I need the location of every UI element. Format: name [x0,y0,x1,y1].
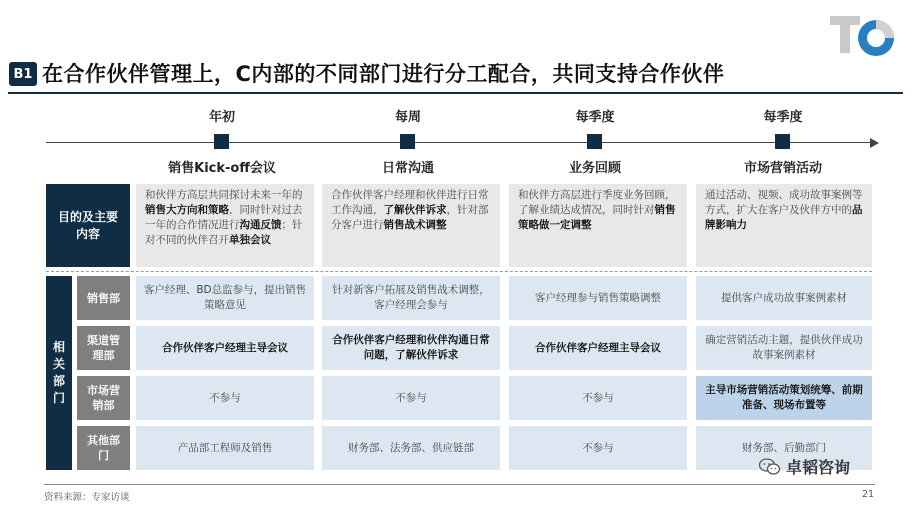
timeline-node [775,134,790,149]
table-cell [322,426,500,470]
timeline-period: 每季度 [575,110,615,125]
source-note: 资料来源：专家访谈 [44,492,130,503]
cell-text: 提供客户成功故事案例素材 [721,291,847,304]
dept-label-other [77,426,130,470]
cell-text: 确定营销活动主题，提供伙伴成功故事案例素材 [705,334,863,361]
table-cell [696,376,872,420]
timeline-period: 年初 [208,110,235,125]
purpose-highlight: 单独会议 [229,234,271,246]
table-cell [322,276,500,320]
section-separator [46,271,872,272]
cell-text: 主导市场营销活动策划统筹、前期准备、现场布置等 [705,384,863,411]
timeline-axis [46,142,872,143]
purpose-cell [136,184,314,267]
cell-text: 不参与 [582,441,614,454]
purpose-text: 合作伙伴客户经理和伙伴进行日常工作沟通， [331,189,489,216]
wechat-icon [759,458,781,476]
timeline-period: 每季度 [763,110,803,125]
purpose-header-label: 目的及主要内容 [58,209,119,241]
table-cell [136,376,314,420]
timeline-arrow-icon [870,138,879,148]
title-divider [8,92,903,94]
cell-text: 不参与 [582,391,614,404]
dept-label-channel [77,326,130,370]
footer-divider [44,484,875,485]
cell-text: 合作伙伴客户经理主导会议 [535,341,661,354]
cell-text: 产品部工程师及销售 [177,441,273,454]
cell-text: 合作伙伴客户经理和伙伴沟通日常问题，了解伙伴诉求 [332,334,490,361]
section-badge: B1 [9,62,37,86]
purpose-highlight: 了解伙伴诉求 [383,204,447,216]
purpose-header [46,184,130,267]
dept-label-sales [77,276,130,320]
table-cell [509,276,687,320]
timeline-event: 销售Kick-off会议 [168,161,276,176]
table-cell [322,326,500,370]
cell-text: 不参与 [209,391,241,404]
purpose-text: 通过活动、视频、成功故事案例等方式，扩大在客户及伙伴方中的 [705,189,863,216]
timeline-node [587,134,602,149]
table-cell [696,326,872,370]
table-cell [136,426,314,470]
timeline-event: 业务回顾 [568,161,621,176]
table-cell [136,326,314,370]
watermark-text: 卓韬咨询 [786,458,851,477]
cell-text: 客户经理、BD总监参与，提出销售策略意见 [143,284,307,311]
purpose-cell [322,184,500,267]
cell-text: 财务部、法务部、供应链部 [348,441,474,454]
related-header-label: 相关部门 [52,340,65,405]
purpose-highlight: 沟通反馈 [239,219,282,231]
watermark [759,455,850,478]
cell-text: 客户经理参与销售策略调整 [535,291,661,304]
table-cell [509,426,687,470]
timeline-node [400,134,415,149]
table-cell [509,376,687,420]
dept-label-marketing [77,376,130,420]
purpose-text: ；针对不同的伙伴召开 [145,219,303,246]
company-logo-icon [826,12,898,60]
purpose-highlight: 销售策略做一定调整 [518,204,676,231]
dept-label-text: 其他部门 [87,434,120,462]
related-departments-header [46,276,72,470]
page-number: 21 [862,489,875,500]
dept-label-text: 渠道管理部 [87,334,120,362]
timeline-node [214,134,229,149]
cell-text: 针对新客户拓展及销售战术调整，客户经理会参与 [332,284,490,311]
purpose-highlight: 销售大方向和策略 [145,204,229,216]
page-title: 在合作伙伴管理上，C内部的不同部门进行分工配合，共同支持合作伙伴 [42,62,725,86]
timeline-event: 市场营销活动 [743,161,822,176]
cell-text: 不参与 [395,391,427,404]
table-cell [322,376,500,420]
purpose-highlight: 品牌影响力 [705,204,863,231]
timeline-event: 日常沟通 [381,161,434,176]
purpose-cell [696,184,872,267]
purpose-text: 和伙伴方高层共同探讨未来一年的 [145,189,303,201]
table-cell [696,276,872,320]
purpose-text: ，同时针对过去一年的合作情况进行 [145,204,303,231]
timeline-period: 每周 [394,110,421,125]
purpose-highlight: 销售战术调整 [383,219,447,231]
purpose-cell [509,184,687,267]
cell-text: 财务部、后勤部门 [742,441,826,454]
purpose-text: 和伙伴方高层进行季度业务回顾，了解业绩达成情况，同时针对 [518,189,676,216]
table-cell [509,326,687,370]
table-cell [136,276,314,320]
cell-text: 合作伙伴客户经理主导会议 [162,341,288,354]
dept-label-text: 销售部 [87,291,120,305]
dept-label-text: 市场营销部 [87,384,120,412]
purpose-text: ，针对部分客户进行 [331,204,489,231]
